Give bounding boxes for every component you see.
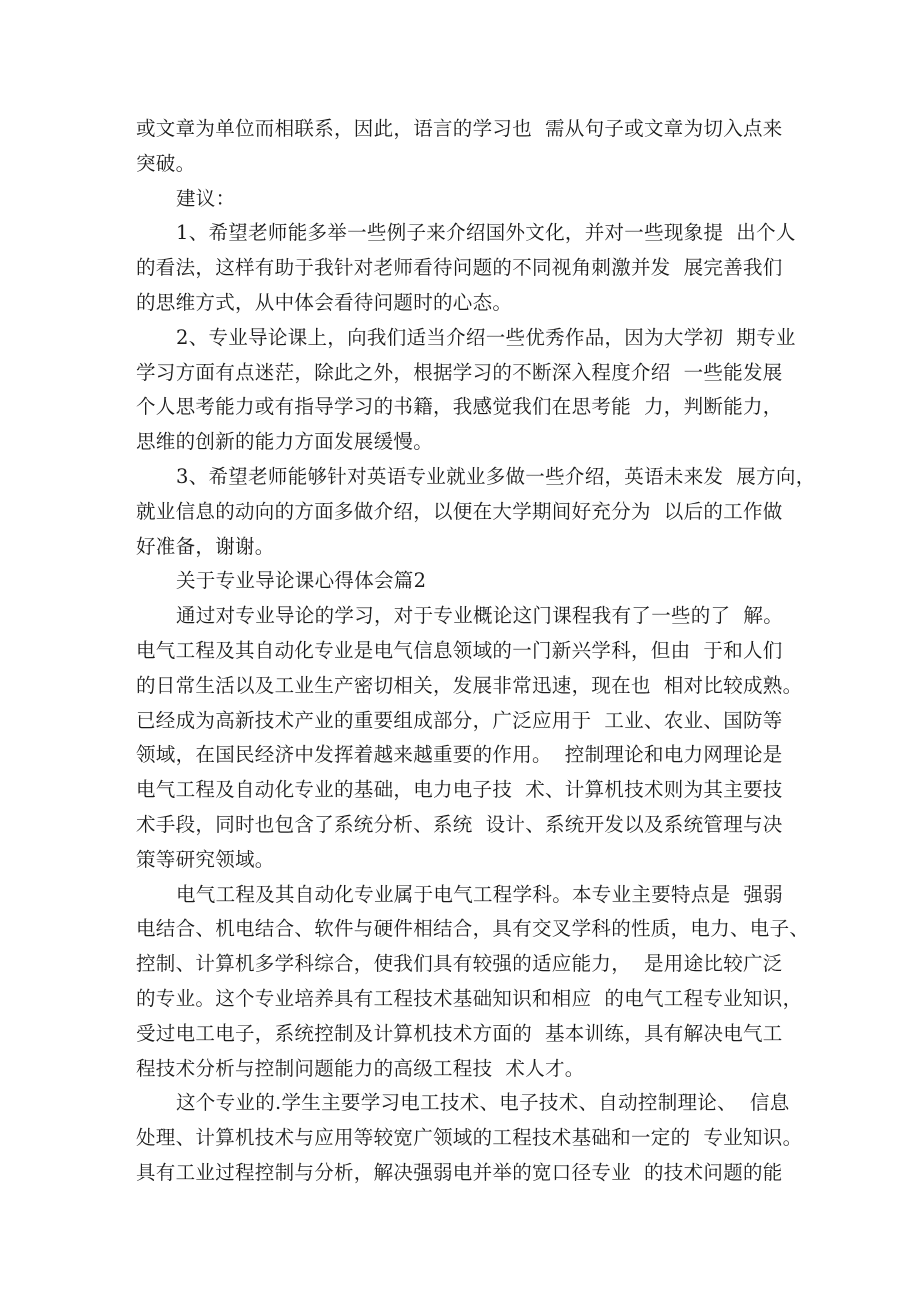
text-line: 电气工程及其自动化专业是电气信息领域的一门新兴学科，但由 于和人们 <box>136 638 783 662</box>
text-line: 策等研究领域。 <box>136 847 275 871</box>
text-line: 领域，在国民经济中发挥着越来越重要的作用。 控制理论和电力网理论是 <box>136 743 783 767</box>
text-line: 3、希望老师能够针对英语专业就业多做一些介绍，英语未来发 展方向， <box>176 464 816 488</box>
document-body <box>136 112 816 1191</box>
text-line: 这个专业的.学生主要学习电工技术、电子技术、自动控制理论、 信息 <box>176 1091 790 1115</box>
text-line: 或文章为单位而相联系，因此，语言的学习也 需从句子或文章为切入点来 <box>136 117 783 140</box>
text-line: 的看法，这样有助于我针对老师看待问题的不同视角刺激并发 展完善我们 <box>136 256 783 280</box>
text-line: 控制、计算机多学科综合，使我们具有较强的适应能力， 是用途比较广泛 <box>136 952 783 976</box>
text-line: 具有工业过程控制与分析，解决强弱电并举的宽口径专业 的技术问题的能 <box>136 1160 783 1184</box>
text-line: 2、专业导论课上，向我们适当介绍一些优秀作品，因为大学初 期专业 <box>176 325 796 349</box>
text-line: 的专业。这个专业培养具有工程技术基础知识和相应 的电气工程专业知识， <box>136 986 803 1010</box>
text-line: 程技术分析与控制问题能力的高级工程技 术人才。 <box>136 1056 585 1080</box>
text-line: 1、希望老师能多举一些例子来介绍国外文化，并对一些现象提 出个人 <box>176 221 796 245</box>
text-line: 受过电工电子，系统控制及计算机技术方面的 基本训练，具有解决电气工 <box>136 1021 783 1045</box>
text-line: 好准备，谢谢。 <box>136 534 275 558</box>
text-line: 学习方面有点迷茫，除此之外，根据学习的不断深入程度介绍 一些能发展 <box>136 360 783 384</box>
section-heading: 关于专业导论课心得体会篇2 <box>176 569 427 593</box>
text-line: 的思维方式，从中体会看待问题时的心态。 <box>136 290 513 314</box>
text-line: 个人思考能力或有指导学习的书籍，我感觉我们在思考能 力，判断能力， <box>136 395 783 419</box>
text-line: 电气工程及自动化专业的基础，电力电子技 术、计算机技术则为其主要技 <box>136 778 783 802</box>
text-line: 处理、计算机技术与应用等较宽广领域的工程技术基础和一定的 专业知识。 <box>136 1126 803 1150</box>
text-line: 电结合、机电结合、软件与硬件相结合，具有交叉学科的性质，电力、电子、 <box>136 917 810 941</box>
text-line: 突破。 <box>136 151 196 175</box>
text-line: 已经成为高新技术产业的重要组成部分，广泛应用于 工业、农业、国防等 <box>136 708 783 732</box>
text-line: 就业信息的动向的方面多做介绍，以便在大学期间好充分为 以后的工作做 <box>136 499 783 523</box>
suggestion-heading: 建议： <box>176 186 236 210</box>
text-line: 电气工程及其自动化专业属于电气工程学科。本专业主要特点是 强弱 <box>176 882 783 906</box>
text-line: 术手段，同时也包含了系统分析、系统 设计、系统开发以及系统管理与决 <box>136 812 783 836</box>
text-line: 通过对专业导论的学习，对于专业概论这门课程我有了一些的了 解。 <box>176 604 783 628</box>
text-line: 思维的创新的能力方面发展缓慢。 <box>136 430 434 454</box>
text-line: 的日常生活以及工业生产密切相关，发展非常迅速，现在也 相对比较成熟。 <box>136 673 803 697</box>
